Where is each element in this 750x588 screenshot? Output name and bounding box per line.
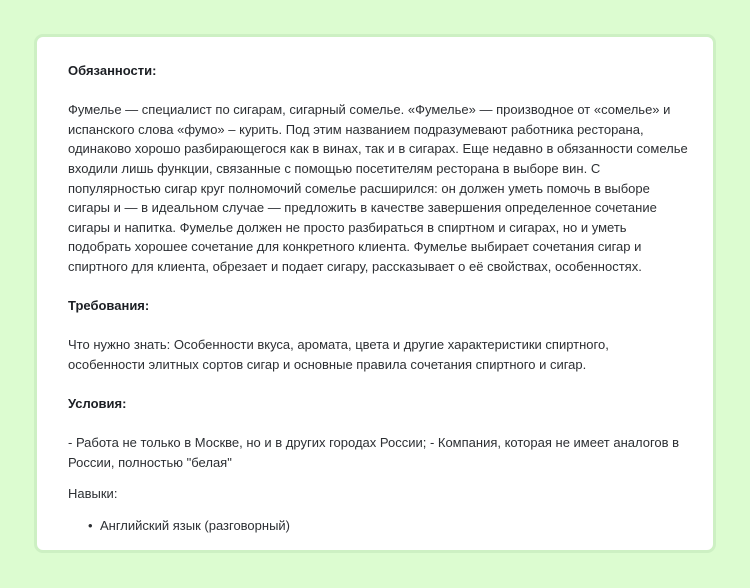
- conditions-heading: Условия:: [68, 396, 127, 412]
- spacer: [68, 504, 688, 516]
- vacancy-description-card: [34, 34, 716, 553]
- spacer: [68, 414, 688, 434]
- spacer: [68, 277, 688, 297]
- duties-text: Фумелье — специалист по сигарам, сигарный сомелье. «Фумелье» — производное от «сомелье» и испанского слова «фумо» – курить. Под этим названием подразумевают работника ресторана, одинаково хорошо разбирающегося как в винах, так и в сигарах. Еще недавно в обязанности сомелье входили лишь функции, связанные с помощью посетителям ресторана в выборе вин. С популярностью сигар круг полномочий сомелье расширился: он должен уметь помочь в выборе сигары и — в идеальном случае — предложить в качестве завершения определенное сочетание сигары и напитка. Фумелье должен не просто разбираться в спиртном и сигарах, но и уметь подобрать хорошее сочетание для конкретного клиента. Фумелье выбирает сочетания сигар и спиртного для клиента, обрезает и подает сигару, рассказывает о её свойствах, особенностях.: [68, 102, 688, 274]
- spacer: [68, 316, 688, 336]
- skills-list: [68, 516, 688, 536]
- requirements-text: Что нужно знать: Особенности вкуса, аромата, цвета и другие характеристики спиртного, особенности элитных сортов сигар и основные правила сочетания спиртного и сигар.: [68, 337, 609, 372]
- duties-heading: Обязанности:: [68, 63, 157, 78]
- bullet-icon: •: [88, 518, 93, 534]
- vacancy-description-content: [68, 61, 688, 536]
- spacer: [68, 375, 688, 395]
- conditions-text: - Работа не только в Москве, но и в других городах России; - Компания, которая не имеет аналогов в России, полностью "белая": [68, 435, 680, 470]
- spacer: [68, 81, 688, 101]
- skill-item-label: Английский язык (разговорный): [100, 518, 291, 534]
- skill-item: [88, 516, 688, 536]
- skills-heading: Навыки:: [68, 486, 118, 502]
- requirements-heading: Требования:: [68, 298, 150, 314]
- spacer: [68, 472, 688, 484]
